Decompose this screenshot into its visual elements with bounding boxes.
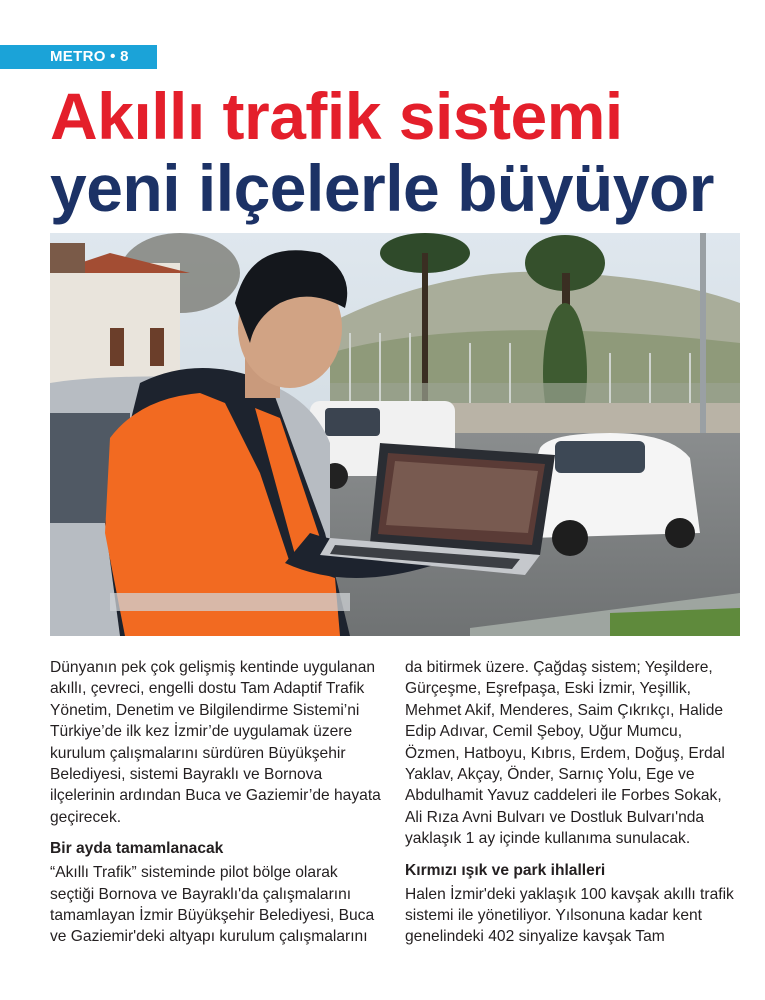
headline-line-2: yeni ilçelerle büyüyor	[50, 151, 714, 225]
headline-line-1: Akıllı trafik sistemi	[50, 79, 623, 153]
article-photo	[50, 233, 740, 636]
article-paragraph: da bitirmek üzere. Çağdaş sistem; Yeşildere, Gürçeşme, Eşrefpaşa, Eski İzmir, Yeşillik, Mehmet Akif, Menderes, Saim Çıkrıkçı, Halide Edip Adıvar, Cemil Şeboy, Uğur Mumcu, Özmen, Hatboyu, Kıbrıs, Erdem, Doğuş, Erdal Yaklav, Akçay, Önder, Sarnıç Yolu, Ege ve Abdulhamit Yavuz caddeleri ile Forbes Sokak, Ali Rıza Avni Bulvarı ve Dostluk Bulvarı'nda yaklaşık 1 ay içinde kullanıma sunulacak.	[405, 659, 725, 848]
article-column-right	[405, 657, 740, 948]
article-paragraph: Dünyanın pek çok gelişmiş kentinde uygulanan akıllı, çevreci, engelli dostu Tam Adaptif Trafik Yönetim, Denetim ve Bilgilendirme Sistemi’ni Türkiye’de ilk kez İzmir’de uygulamak üzere kurulum çalışmalarını sürdüren Büyükşehir Belediyesi, sistemi Bayraklı ve Bornova ilçelerinin ardından Buca ve Gaziemir’de hayata geçirecek.	[50, 659, 381, 826]
article-column-left	[50, 657, 385, 948]
article-paragraph: Halen İzmir'deki yaklaşık 100 kavşak akıllı trafik sistemi ile yönetiliyor. Yılsonuna kadar kent genelindeki 402 sinyalize kavşak Tam	[405, 885, 734, 946]
article-subheading: Kırmızı ışık ve park ihlalleri	[405, 861, 606, 879]
photo-icon	[50, 233, 740, 636]
section-tab: METRO • 8	[0, 45, 157, 69]
article-subheading: Bir ayda tamamlanacak	[50, 840, 224, 858]
article-paragraph: “Akıllı Trafik” sisteminde pilot bölge olarak seçtiği Bornova ve Bayraklı'da çalışmalarını tamamlayan İzmir Büyükşehir Belediyesi, Buca ve Gaziemir'deki altyapı kurulum çalışmalarını	[50, 864, 375, 946]
